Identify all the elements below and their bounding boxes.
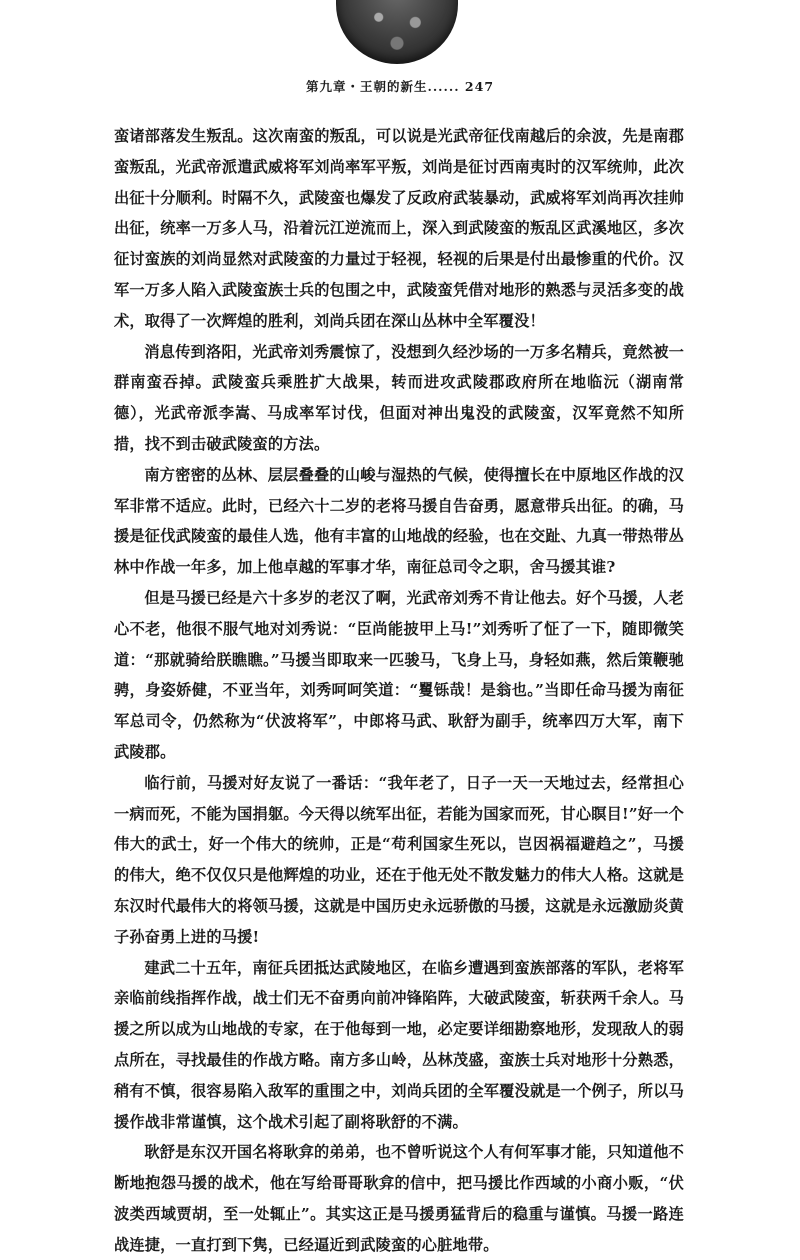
paragraph-3: 南方密密的丛林、层层叠叠的山峻与湿热的气候，使得擅长在中原地区作战的汉军非常不适应。此时，已经六十二岁的老将马援自告奋勇，愿意带兵出征。的确，马援是征伐武陵蛮的最佳人选，他有丰富的山地战的经验，也在交趾、九真一带热带丛林中作战一年多，加上他卓越的军事才华，南征总司令之职，舍马援其谁? [114, 465, 684, 577]
paragraph-6: 建武二十五年，南征兵团抵达武陵地区，在临乡遭遇到蛮族部落的军队，老将军亲临前线指挥作战，战士们无不奋勇向前冲锋陷阵，大破武陵蛮，斩获两千余人。马援之所以成为山地战的专家，在于他每到一地，必定要详细勘察地形，发现敌人的弱点所在，寻找最佳的作战方略。南方多山岭，丛林茂盛，蛮族士兵对地形十分熟悉，稍有不慎，很容易陷入敌军的重围之中，刘尚兵团的全军覆没就是一个例子，所以马援作战非常谨慎，这个战术引起了副将耿舒的不满。 [114, 958, 684, 1131]
decorative-medallion-ornament [336, 0, 458, 64]
page-header: 第九章・王朝的新生...... 247 [305, 79, 495, 94]
paragraph-2: 消息传到洛阳，光武帝刘秀震惊了，没想到久经沙场的一万多名精兵，竟然被一群南蛮吞掉。武陵蛮兵乘胜扩大战果，转而进攻武陵郡政府所在地临沅（湖南常德），光武帝派李嵩、马成率军讨伐，但面对神出鬼没的武陵蛮，汉军竟然不知所措，找不到击破武陵蛮的方法。 [114, 342, 684, 453]
paragraph-4: 但是马援已经是六十多岁的老汉了啊，光武帝刘秀不肯让他去。好个马援，人老心不老，他很不服气地对刘秀说：“臣尚能披甲上马!”刘秀听了怔了一下，随即微笑道：“那就骑给朕瞧瞧。”马援当即取来一匹骏马，飞身上马，身轻如燕，然后策鞭驰骋，身姿娇健，不亚当年，刘秀呵呵笑道：“矍铄哉！是翁也。”当即任命马援为南征军总司令，仍然称为“伏波将军”，中郎将马武、耿舒为副手，统率四万大军，南下武陵郡。 [114, 588, 684, 761]
paragraph-5: 临行前，马援对好友说了一番话：“我年老了，日子一天一天地过去，经常担心一病而死，不能为国捐躯。今天得以统军出征，若能为国家而死，甘心瞑目!”好一个伟大的武士，好一个伟大的统帅，正是“苟利国家生死以，岂因祸福避趋之”，马援的伟大，绝不仅仅只是他辉煌的功业，还在于他无处不散发魅力的伟大人格。这就是东汉时代最伟大的将领马援，这就是中国历史永远骄傲的马援，这就是永远激励炎黄子孙奋勇上进的马援! [114, 773, 684, 946]
paragraph-7: 耿舒是东汉开国名将耿弇的弟弟，也不曾听说这个人有何军事才能，只知道他不断地抱怨马援的战术，他在写给哥哥耿弇的信中，把马援比作西域的小商小贩，“伏波类西域贾胡，至一处辄止”。其实这正是马援勇猛背后的稳重与谨慎。马援一路连战连捷，一直打到下隽，已经逼近到武陵蛮的心脏地带。 [114, 1143, 684, 1254]
paragraph-1: 蛮诸部落发生叛乱。这次南蛮的叛乱，可以说是光武帝征伐南越后的余波，先是南郡蛮叛乱，光武帝派遣武威将军刘尚率军平叛，刘尚是征讨西南夷时的汉军统帅，此次出征十分顺利。时隔不久，武陵蛮也爆发了反政府武装暴动，武威将军刘尚再次挂帅出征，统率一万多人马，沿着沅江逆流而上，深入到武陵蛮的叛乱区武溪地区，多次征讨蛮族的刘尚显然对武陵蛮的力量过于轻视，轻视的后果是付出最惨重的代价。汉军一万多人陷入武陵蛮族士兵的包围之中，武陵蛮凭借对地形的熟悉与灵活多变的战术，取得了一次辉煌的胜利，刘尚兵团在深山丛林中全军覆没！ [114, 127, 684, 330]
page-body [114, 121, 684, 1260]
